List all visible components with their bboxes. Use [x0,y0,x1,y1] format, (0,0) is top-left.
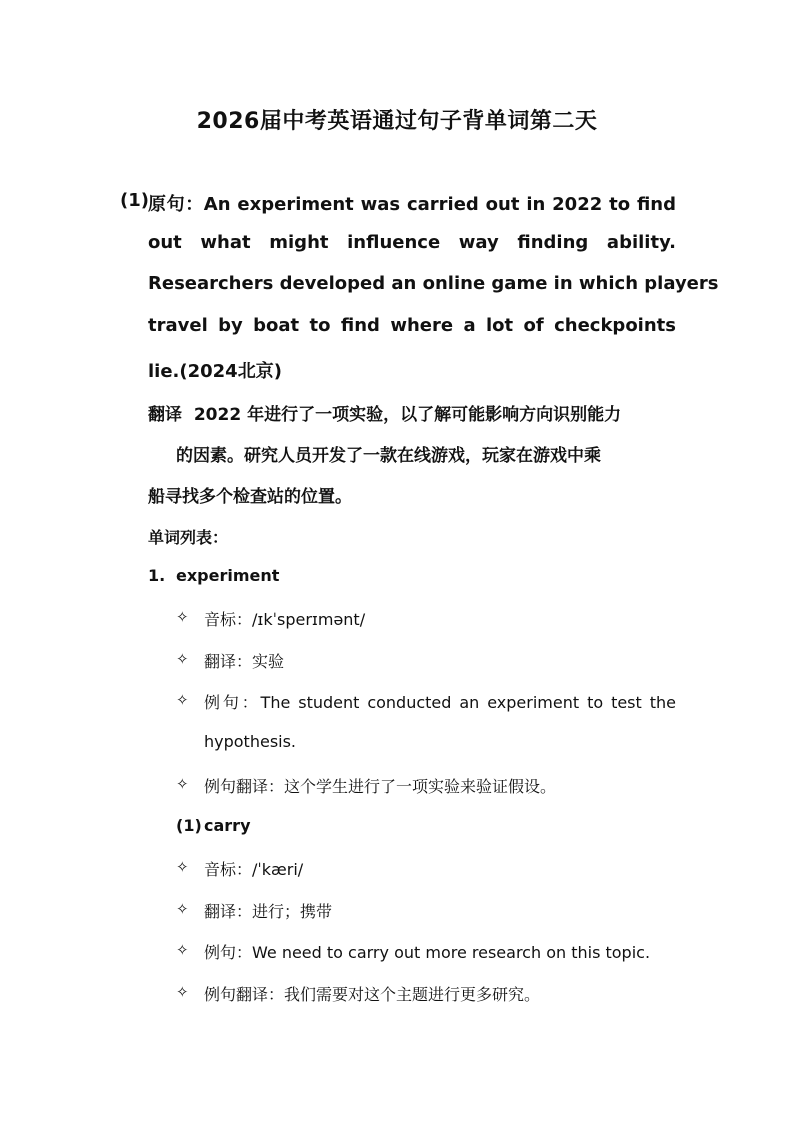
bullet-icon: ✧ [176,900,189,918]
original-sentence-line-4: travel by boat to find where a lot of checkpoints [148,315,676,336]
translation-line-3: 船寻找多个检查站的位置。 [148,487,352,507]
translation-line-2: 的因素。研究人员开发了一款在线游戏，玩家在游戏中乘 [176,446,601,466]
original-text-1: An experiment was carried out in 2022 to find [203,194,677,215]
word-1-example-line-1 [204,690,676,713]
word-1-example-translation: 例句翻译：这个学生进行了一项实验来验证假设。 [204,777,557,796]
bullet-icon: ✧ [176,775,189,793]
translation-line-1 [148,400,621,425]
word-2-example: 例句：We need to carry out more research on this topic. [204,943,651,962]
bullet-icon: ✧ [176,858,189,876]
original-label: 原句： [148,194,204,215]
word-1-phonetic: 音标：/ɪkˈsperɪmənt/ [204,610,366,629]
page-title: 2026届中考英语通过句子背单词第二天 [196,109,598,134]
word-2-example-translation: 例句翻译：我们需要对这个主题进行更多研究。 [204,985,541,1004]
word-experiment: experiment [176,566,280,585]
bullet-icon: ✧ [176,608,189,626]
word-index-1: 1. [148,566,166,585]
word-index-2: (1) [176,816,202,835]
word-1-example-text-1: The student conducted an experiment to test the [260,693,676,712]
bullet-icon: ✧ [176,691,189,709]
bullet-icon: ✧ [176,983,189,1001]
original-sentence-line-3: Researchers developed an online game in which players [148,273,719,294]
translation-label: 翻译 [148,405,182,425]
section-number: (1) [120,190,149,211]
original-sentence-line-1 [148,190,676,216]
original-sentence-line-5: lie.(2024北京) [148,361,282,382]
word-2-meaning: 翻译：进行；携带 [204,902,333,921]
word-2-phonetic: 音标：/ˈkæri/ [204,860,304,879]
word-1-meaning: 翻译：实验 [204,652,285,671]
translation-text-1: 2022 年进行了一项实验，以了解可能影响方向识别能力 [193,405,622,425]
bullet-icon: ✧ [176,650,189,668]
word-1-example-label: 例句： [204,693,261,712]
word-list-label: 单词列表： [148,528,229,547]
word-1-example-line-2: hypothesis. [204,732,297,751]
original-sentence-line-2: out what might influence way finding ability. [148,232,676,253]
word-carry: carry [204,816,251,835]
bullet-icon: ✧ [176,941,189,959]
